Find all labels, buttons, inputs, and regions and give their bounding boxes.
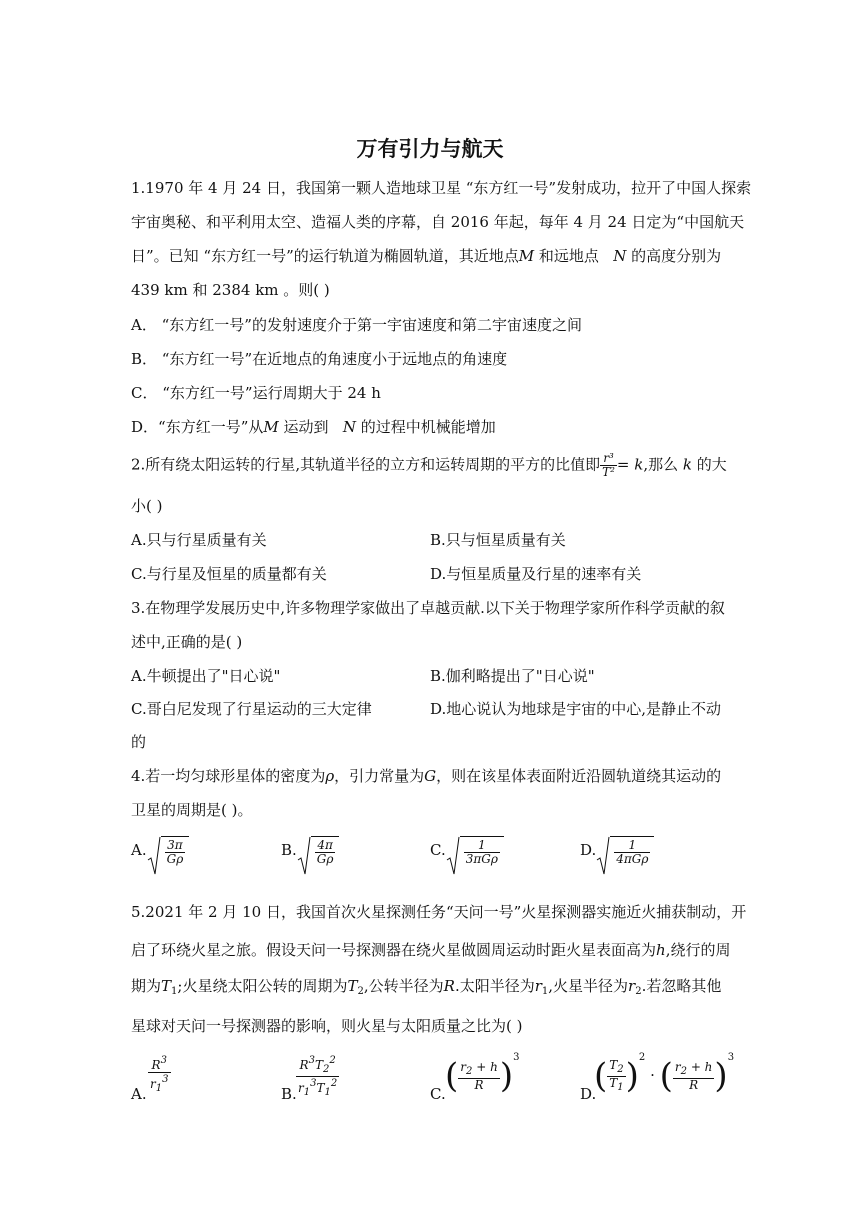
q4-option-a-denominator: Gρ <box>166 852 184 866</box>
left-paren-icon: ( <box>594 1056 608 1096</box>
q5-option-a-label: A. <box>131 1085 147 1103</box>
q5-r2-subscript: 2 <box>635 986 642 997</box>
q3-option-c: C.哥白尼发现了行星运动的三大定律 <box>131 700 372 718</box>
sqrt-sign-icon <box>147 836 161 876</box>
q4-line-1-text-b: ，引力常量为 <box>334 767 425 785</box>
q5-line-2-text-a: 启了环绕火星之旅。假设天问一号探测器在绕火星做圆周运动时距火星表面高为 <box>131 941 657 959</box>
q2-line-1-text-c: 的大 <box>692 455 727 474</box>
q5-option-d-formula: ( $\frac{T_2}{T_1}$ )$^2$ · ( $\frac{r_2 + h}{R}$ )$^3$ <box>594 1052 735 1096</box>
q5-r2-symbol: r <box>628 977 636 995</box>
q2-option-b: B.只与恒星质量有关 <box>430 531 566 549</box>
q5-option-c-fraction: $\frac{r_2 + h}{R}$ <box>460 1059 498 1092</box>
q4-option-b-label: B. <box>281 841 297 859</box>
q4-option-a-numerator: 3π <box>165 839 186 853</box>
q2-line-2: 小( ) <box>131 497 163 515</box>
q5-t1-symbol: T <box>161 977 172 995</box>
q1-line-3-text-b: 和远地点 <box>534 247 599 265</box>
right-paren-icon: ) <box>714 1056 728 1096</box>
q3-option-d: D.地心说认为地球是宇宙的中心,是静止不动 <box>430 700 722 718</box>
q5-line-3-text-e: ,火星半径为 <box>548 977 629 995</box>
q5-option-d-label: D. <box>580 1085 597 1103</box>
q1-option-d-n: N <box>342 418 356 436</box>
q2-option-d: D.与恒星质量及行星的速率有关 <box>430 565 642 583</box>
left-paren-icon: ( <box>659 1056 673 1096</box>
q5-line-3 <box>131 976 721 1002</box>
q1-perigee-symbol: M <box>518 247 535 265</box>
q5-r-symbol: R <box>443 977 455 995</box>
q4-option-b <box>281 836 339 866</box>
q5-line-1: 5.2021 年 2 月 10 日，我国首次火星探测任务“天问一号”火星探测器实施近火捕获制动，开 <box>131 903 747 921</box>
q1-line-3-text-c: 的高度分别为 <box>626 247 722 265</box>
q2-line-1-text-a: 2.所有绕太阳运转的行星,其轨道半径的立方和运转周期的平方的比值即 <box>131 455 601 474</box>
q5-line-3-text-d: .太阳半径为 <box>454 977 535 995</box>
q4-line-1-text-c: ，则在该星体表面附近沿圆轨道绕其运动的 <box>436 767 722 785</box>
q4-option-a-sqrt <box>147 836 190 866</box>
left-paren-icon: ( <box>445 1056 459 1096</box>
q2-ratio-fraction <box>600 452 617 479</box>
q5-line-3-text-c: ,公转半径为 <box>363 977 444 995</box>
q3-option-a: A.牛顿提出了"日心说" <box>131 667 281 685</box>
q4-rho-symbol: ρ <box>325 767 335 785</box>
q1-option-b: B． “东方红一号”在近地点的角速度小于远地点的角速度 <box>131 350 508 368</box>
q5-option-d-fraction-1: $\frac{T_2}{T_1}$ <box>609 1057 624 1093</box>
q5-option-c-formula: ( $\frac{r_2 + h}{R}$ )$^3$ <box>445 1052 520 1096</box>
q1-option-d-text-c: 的过程中机械能增加 <box>355 418 496 436</box>
q1-line-3-text-a: 日”。已知 “东方红一号”的运行轨道为椭圆轨道，其近地点 <box>131 247 519 265</box>
q5-line-2-text-b: ,绕行的周 <box>665 941 731 959</box>
q4-option-b-numerator: 4π <box>315 839 336 853</box>
q4-option-d-sqrt <box>596 836 654 866</box>
sqrt-sign-icon <box>297 836 311 876</box>
q2-fraction-denominator: T² <box>602 465 615 479</box>
q1-option-d-text-a: D．“东方红一号”从 <box>131 418 264 436</box>
q5-line-3-text-a: 期为 <box>131 977 162 995</box>
q3-line-2: 述中,正确的是( ) <box>131 633 243 651</box>
q1-option-a: A． “东方红一号”的发射速度介于第一宇宙速度和第二宇宙速度之间 <box>131 316 582 334</box>
q2-line-1-text-b: ,那么 <box>643 455 679 474</box>
q5-line-4: 星球对天问一号探测器的影响，则火星与太阳质量之比为( ) <box>131 1017 523 1035</box>
q1-option-d-m: M <box>263 418 279 436</box>
q5-option-b-formula <box>296 1054 339 1099</box>
right-paren-icon: ) <box>499 1056 514 1096</box>
q5-option-c-label: C. <box>430 1085 446 1103</box>
q1-option-c: C． “东方红一号”运行周期大于 24 h <box>131 384 381 402</box>
q2-option-c: C.与行星及恒星的质量都有关 <box>131 565 327 583</box>
q3-option-b: B.伽利略提出了"日心说" <box>430 667 595 685</box>
q5-option-a-fraction: $\frac{R^3}{r_1^3}$ <box>150 1055 169 1094</box>
q1-apogee-symbol: N <box>613 247 627 265</box>
q2-equals-k: = k <box>616 455 644 474</box>
q5-line-3-text-f: .若忽略其他 <box>641 977 722 995</box>
q5-option-a-formula <box>148 1054 171 1095</box>
q4-option-d-label: D. <box>580 841 597 859</box>
q1-option-d-text-b: 运动到 <box>278 418 329 436</box>
q2-k-symbol: k <box>682 455 693 474</box>
q2-option-a: A.只与行星质量有关 <box>131 531 267 549</box>
q4-g-symbol: G <box>424 767 437 785</box>
q4-option-d-denominator: 4πGρ <box>616 852 649 866</box>
q5-option-b-label: B. <box>281 1085 297 1103</box>
q4-option-d <box>580 836 654 866</box>
q3-option-d-continued: 的 <box>131 733 147 751</box>
q4-option-c-denominator: 3πGρ <box>465 852 498 866</box>
q5-r1-subscript: 1 <box>541 986 549 997</box>
q5-option-b-fraction: $\frac{R^3T_2^2}{r_1^3T_1^2}$ <box>298 1055 338 1098</box>
q4-option-d-numerator: 1 <box>614 839 650 853</box>
q1-line-4: 439 km 和 2384 km 。则( ) <box>131 281 330 299</box>
document-title: 万有引力与航天 <box>356 136 504 161</box>
q4-option-b-sqrt <box>297 836 340 866</box>
q1-line-2: 宇宙奥秘、和平利用太空、造福人类的序幕，自 2016 年起，每年 4 月 24 日定为“中国航天 <box>131 213 745 231</box>
q4-line-1 <box>131 766 721 786</box>
q5-line-3-text-b: ;火星绕太阳公转的周期为 <box>177 977 348 995</box>
q4-option-c <box>430 836 504 866</box>
q4-option-a-label: A. <box>131 841 147 859</box>
q4-option-c-label: C. <box>430 841 446 859</box>
q1-line-1: 1.1970 年 4 月 24 日，我国第一颗人造地球卫星 “东方红一号”发射成功，拉开了中国人探索 <box>131 179 752 197</box>
q4-line-2: 卫星的周期是( )。 <box>131 801 253 819</box>
q4-line-1-text-a: 4.若一均匀球形星体的密度为 <box>131 767 326 785</box>
q2-line-1 <box>131 452 727 479</box>
q4-option-c-sqrt <box>446 836 504 866</box>
sqrt-sign-icon <box>446 836 460 876</box>
q1-option-d <box>131 417 496 437</box>
q3-line-1: 3.在物理学发展历史中,许多物理学家做出了卓越贡献.以下关于物理学家所作科学贡献的叙 <box>131 599 725 617</box>
q5-option-d-fraction-2: $\frac{r_2 + h}{R}$ <box>674 1059 713 1092</box>
q5-line-2 <box>131 940 730 960</box>
q5-h-symbol: h <box>656 941 666 959</box>
q4-option-a <box>131 836 189 866</box>
q5-t2-symbol: T <box>347 977 358 995</box>
q5-t1-subscript: 1 <box>171 986 178 997</box>
q5-t2-subscript: 2 <box>357 986 364 997</box>
q4-option-b-denominator: Gρ <box>316 852 334 866</box>
sqrt-sign-icon <box>596 836 610 876</box>
right-paren-icon: ) <box>625 1056 639 1096</box>
q2-fraction-numerator: r³ <box>600 452 617 466</box>
q4-option-c-numerator: 1 <box>464 839 500 853</box>
q1-line-3 <box>131 246 721 266</box>
q5-r1-symbol: r <box>534 977 542 995</box>
